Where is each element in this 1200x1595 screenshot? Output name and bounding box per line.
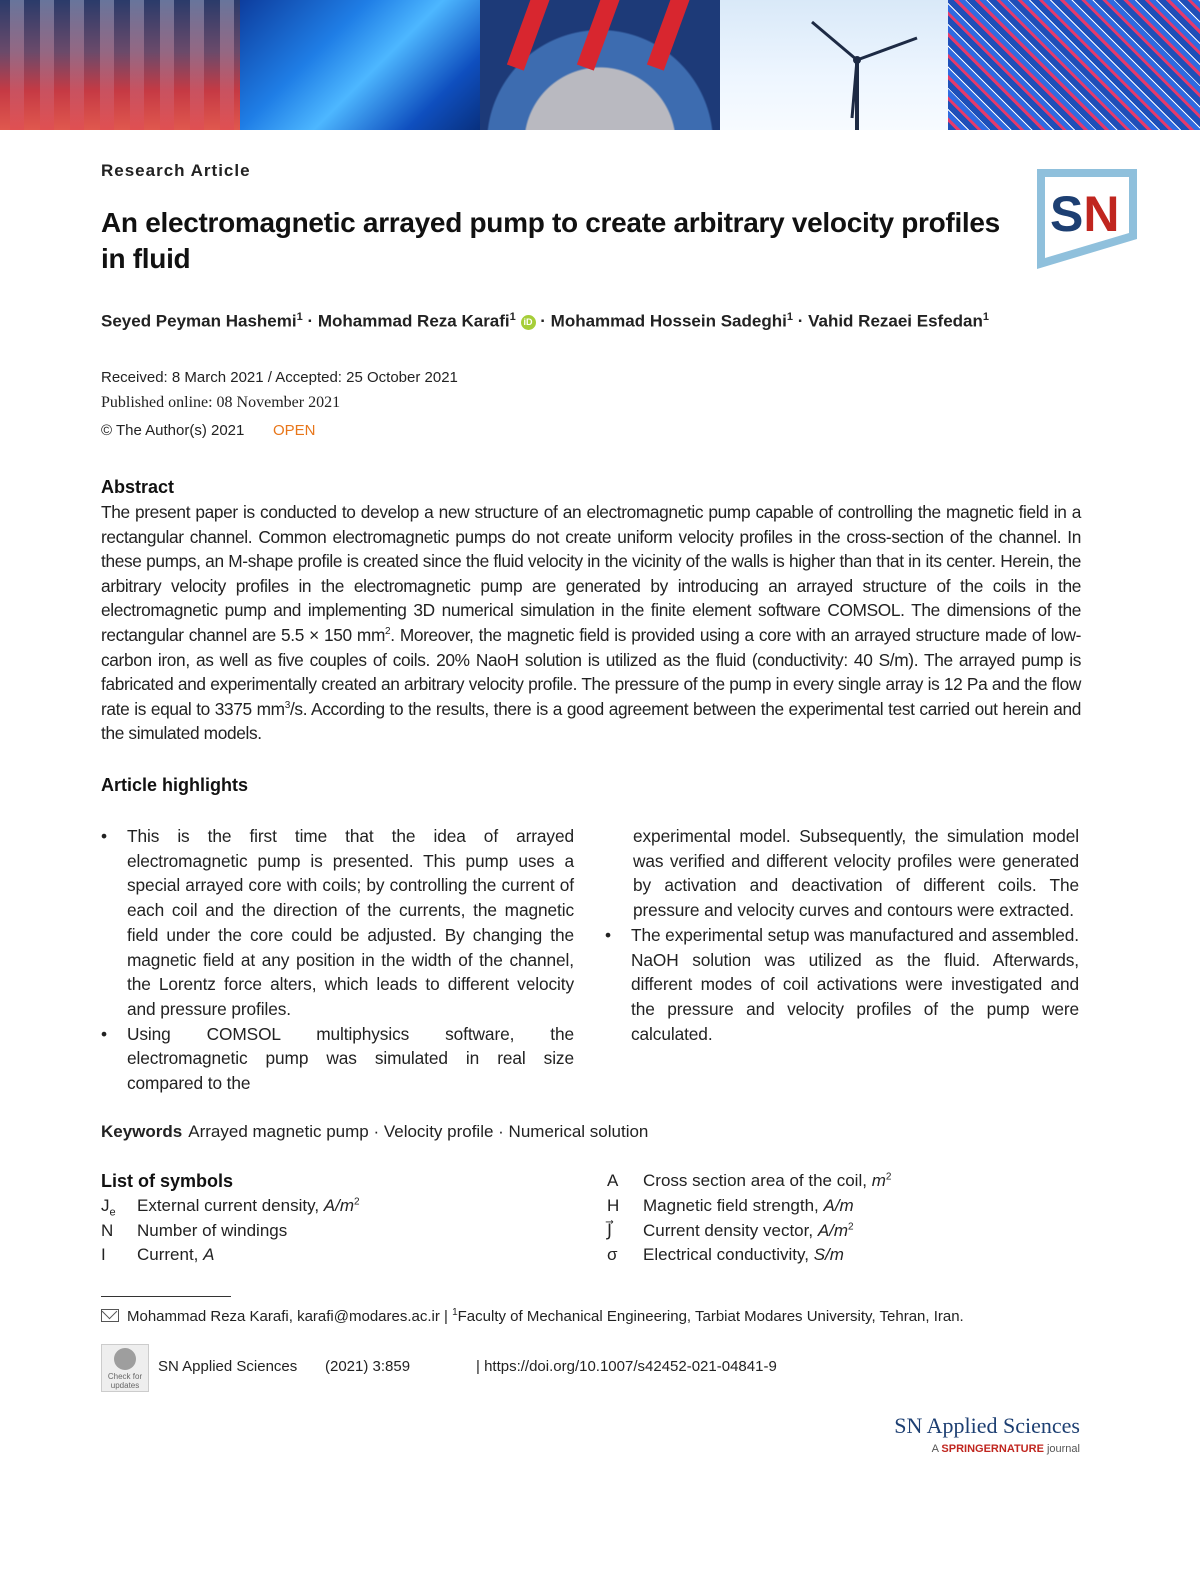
highlights-heading: Article highlights	[101, 775, 249, 795]
author-separator: ·	[307, 311, 314, 331]
highlight-item: • This is the first time that the idea of arrayed electromagnetic pump is presented. This pump uses a special arrayed core with coils; by controlling the current of each coil and the direction of the currents, the magnetic field under the core could be adjusted. By changing the magnetic field at any position in the width of the channel, the Lorentz force alters, which leads to different velocity and pressure profiles.	[101, 826, 574, 1019]
header-banner	[0, 0, 1200, 130]
author-name[interactable]: Seyed Peyman Hashemi	[101, 311, 297, 331]
springer-nature-brand: A SPRINGERNATURE journal	[931, 1443, 1080, 1455]
corresponding-author[interactable]: Mohammad Reza Karafi, karafi@modares.ac.ir |	[127, 1308, 448, 1325]
highlights-column-right	[605, 824, 1079, 1046]
author-list	[101, 311, 989, 332]
author-separator: ·	[540, 311, 546, 331]
author-separator: ·	[797, 311, 804, 331]
logo-s: SN	[1050, 186, 1120, 242]
volume-info: (2021) 3:859	[325, 1358, 411, 1375]
affiliation-marker: 1	[296, 311, 303, 323]
article-title: An electromagnetic arrayed pump to create arbitrary velocity profiles in fluid	[101, 207, 1000, 274]
article-type: Research Article	[101, 161, 251, 180]
highlights-column-left	[101, 824, 574, 1096]
wind-turbine-icon	[720, 0, 948, 130]
banner-image-blue-abstract	[240, 0, 480, 130]
received-accepted-dates: Received: 8 March 2021 / Accepted: 25 October 2021	[101, 369, 458, 386]
author-name[interactable]: Mohammad Reza Karafi	[317, 311, 510, 331]
copyright: © The Author(s) 2021	[101, 422, 245, 439]
keywords-label: Keywords	[101, 1122, 183, 1141]
check-for-updates-button[interactable]: Check for updates	[101, 1344, 149, 1392]
abstract-text: The present paper is conducted to develop a new structure of an electromagnetic pump capable of controlling the magnetic field in a rectangular channel. Common electromagnetic pumps do not create uniform velocity profiles in the cross-section of the channel. In these pumps, an M-shape profile is created since the fluid velocity in the vicinity of the walls is higher than that in its center. Herein, the arbitrary velocity profiles in the electromagnetic pump are generated by introducing an arrayed structure of the coils in the electromagnetic pump and implementing 3D numerical simulation in the finite element software COMSOL. The dimensions of the rectangular channel are 5.5 × 150 $mm^2$. Moreover, the magnetic field is provided using a core with an arrayed structure made of low-carbon iron, as well as five couples of coils. 20% NaoH solution is utilized as the fluid (conductivity: 40 S/m). The arrayed pump is fabricated and experimentally created an arbitrary velocity profile. The pressure of the pump in every single array is 12 Pa and the flow rate is equal to 3375 $mm^3/s$. According to the results, there is a good agreement between the experimental test carried out herein and the simulated models.	[101, 502, 1081, 744]
correspondence: Mohammad Reza Karafi, karafi@modares.ac.ir | $^1$Faculty of Mechanical Engineering, Tarbiat Modares University, Tehran, Iran.	[101, 1307, 964, 1325]
banner-image-lab	[0, 0, 240, 130]
banner-image-machine	[480, 0, 720, 130]
affiliation-marker: 1	[509, 311, 516, 323]
keywords	[101, 1122, 648, 1142]
published-date: Published online: 08 November 2021	[101, 394, 341, 411]
sn-logo	[1033, 165, 1141, 275]
check-updates-icon	[114, 1348, 136, 1370]
affiliation-text: Faculty of Mechanical Engineering, Tarbiat Modares University, Tehran, Iran.	[457, 1308, 964, 1325]
open-access-label: OPEN	[273, 422, 316, 439]
journal-name: SN Applied Sciences	[158, 1358, 298, 1375]
orcid-icon[interactable]: iD	[521, 315, 536, 330]
banner-image-molecular	[948, 0, 1200, 130]
abstract-heading: Abstract	[101, 477, 175, 497]
highlight-item: • The experimental setup was manufactured and assembled. NaOH solution was utilized as the fluid. Afterwards, different modes of coil activations were investigated and the pressure and velocity profiles of the pump were calculated.	[605, 924, 1080, 1044]
email-icon[interactable]	[101, 1309, 119, 1322]
doi-link[interactable]: | https://doi.org/10.1007/s42452-021-04841-9	[476, 1358, 777, 1375]
author-name[interactable]: Mohammad Hossein Sadeghi	[550, 311, 787, 331]
banner-image-wind-turbine	[720, 0, 948, 130]
affiliation-marker: 1	[982, 311, 990, 323]
journal-brand: SN Applied Sciences	[894, 1413, 1080, 1438]
footnote-divider	[101, 1296, 231, 1297]
author-name[interactable]: Vahid Rezaei Esfedan	[808, 311, 983, 331]
highlight-item-continued: experimental model. Subsequently, the simulation model was verified and different velocity profiles were generated by activation and deactivation of different coils. The pressure and velocity curves and contours were extracted.	[633, 826, 1079, 921]
highlight-item: • Using COMSOL multiphysics software, the electromagnetic pump was simulated in real size compared to the	[101, 1023, 574, 1094]
bullet-icon: •	[605, 924, 611, 945]
bullet-icon: •	[101, 826, 107, 846]
symbols-heading: List of symbols	[101, 1171, 234, 1191]
bullet-icon: •	[101, 1023, 107, 1044]
keywords-text: Arrayed magnetic pump · Velocity profile · Numerical solution	[188, 1122, 649, 1141]
affiliation-marker: 1	[786, 311, 793, 323]
